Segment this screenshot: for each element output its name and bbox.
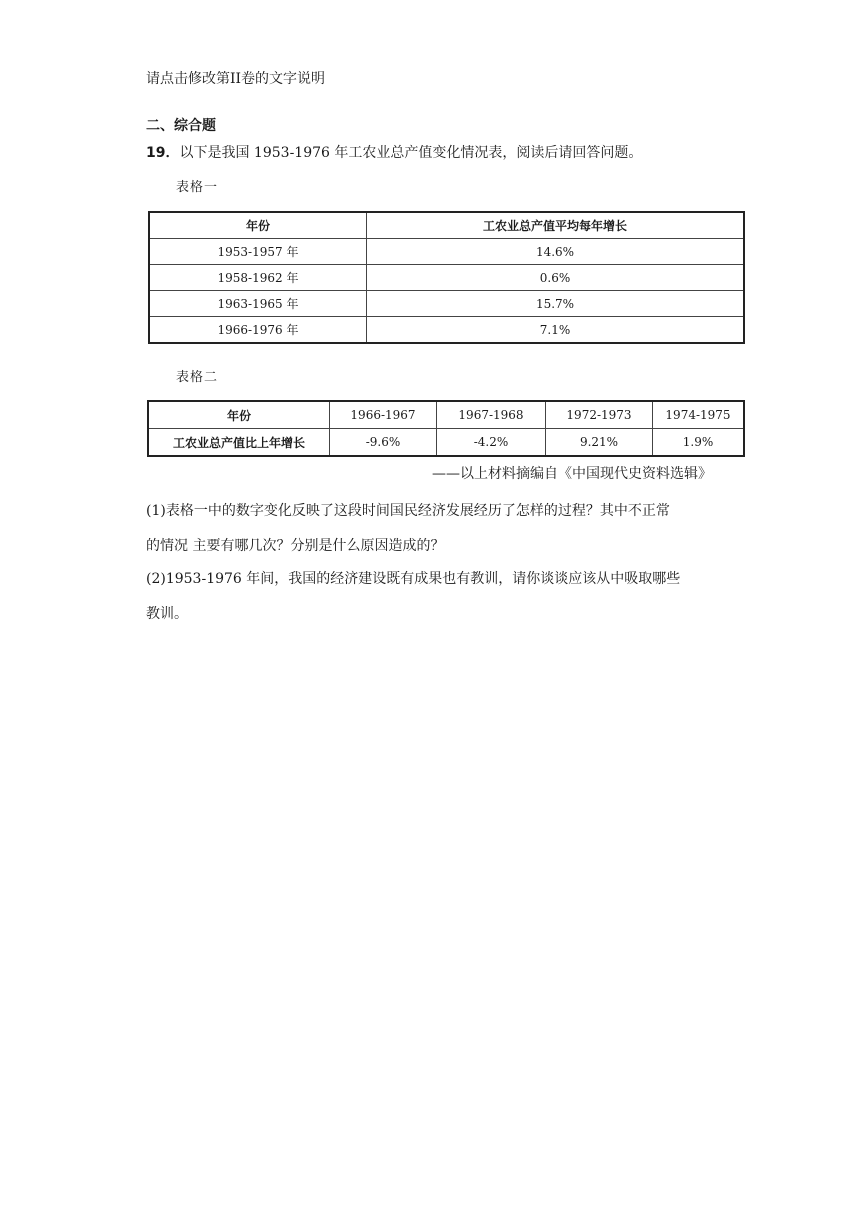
table-cell: -4.2% (437, 429, 546, 457)
question-stem (146, 142, 642, 162)
table-header-cell: 年份 (149, 212, 367, 239)
section-title: 二、综合题 (146, 118, 216, 134)
table-cell: -9.6% (330, 429, 437, 457)
table-header-row (149, 212, 744, 239)
question-number: 19． (146, 145, 180, 161)
table-row (149, 317, 744, 344)
table-cell: 工农业总产值比上年增长 (148, 429, 330, 457)
table-cell: 1966-1976 年 (149, 317, 367, 344)
table-header-cell: 1974-1975 (653, 401, 745, 429)
sub-question-1-line-2: 的情况 主要有哪几次？分别是什么原因造成的？ (146, 538, 445, 554)
table-cell: 1953-1957 年 (149, 239, 367, 265)
table-row (149, 265, 744, 291)
sub-question-2-line-1: (2)1953-1976 年间，我国的经济建设既有成果也有教训，请你谈谈应该从中吸取哪些 (146, 571, 681, 587)
table-cell: 1.9% (653, 429, 745, 457)
table-cell: 15.7% (367, 291, 745, 317)
table2-caption: 表格二 (176, 370, 219, 385)
sub-question-2-line-2: 教训。 (146, 606, 188, 622)
table-row (149, 239, 744, 265)
table2 (147, 400, 745, 457)
source-citation: ——以上材料摘编自《中国现代史资料选辑》 (432, 466, 712, 482)
table-header-row (148, 401, 744, 429)
table-header-cell: 工农业总产值平均每年增长 (367, 212, 745, 239)
question-intro: 以下是我国 1953-1976 年工农业总产值变化情况表，阅读后请回答问题。 (179, 145, 643, 161)
volume-note: 请点击修改第II卷的文字说明 (146, 71, 326, 87)
table-header-cell: 1966-1967 (330, 401, 437, 429)
table-cell: 14.6% (367, 239, 745, 265)
table-header-cell: 1967-1968 (437, 401, 546, 429)
table-cell: 1958-1962 年 (149, 265, 367, 291)
table-cell: 7.1% (367, 317, 745, 344)
table-row (149, 291, 744, 317)
table-cell: 0.6% (367, 265, 745, 291)
table-cell: 1963-1965 年 (149, 291, 367, 317)
table1-caption: 表格一 (176, 180, 219, 195)
table-header-cell: 年份 (148, 401, 330, 429)
table-header-cell: 1972-1973 (546, 401, 653, 429)
table-cell: 9.21% (546, 429, 653, 457)
sub-question-1-line-1: (1)表格一中的数字变化反映了这段时间国民经济发展经历了怎样的过程？其中不正常 (146, 503, 670, 519)
table-row (148, 429, 744, 457)
table1 (148, 211, 745, 344)
